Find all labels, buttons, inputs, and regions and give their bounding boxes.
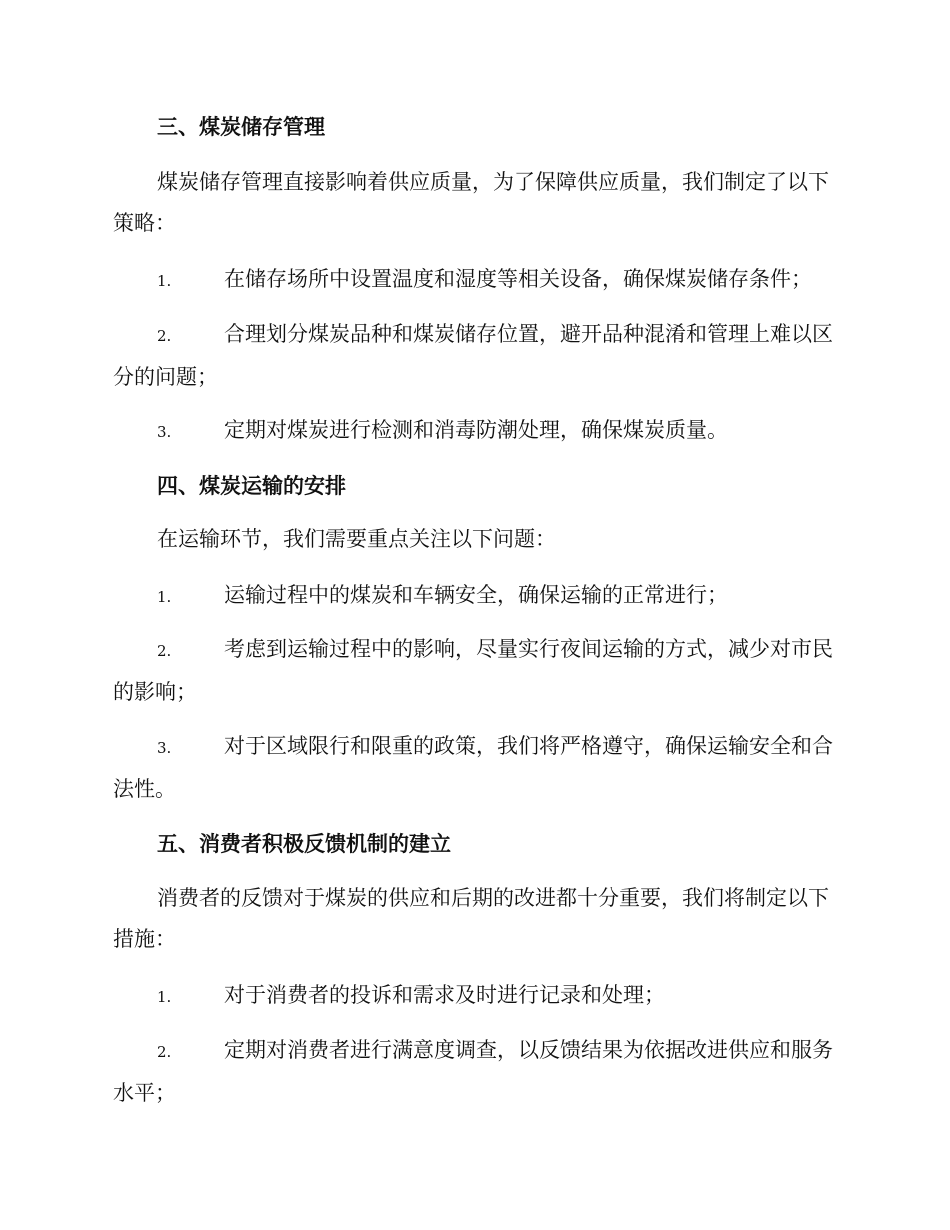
list-item bbox=[113, 314, 835, 398]
section-heading: 五、消费者积极反馈机制的建立 bbox=[157, 832, 451, 856]
list-text: 在储存场所中设置温度和湿度等相关设备，确保煤炭储存条件； bbox=[224, 267, 812, 291]
list-number: 1. bbox=[157, 988, 172, 1006]
section-heading: 四、煤炭运输的安排 bbox=[157, 474, 346, 498]
list-number: 1. bbox=[157, 588, 172, 606]
list-text: 定期对煤炭进行检测和消毒防潮处理，确保煤炭质量。 bbox=[224, 418, 728, 442]
section-intro: 消费者的反馈对于煤炭的供应和后期的改进都十分重要，我们将制定以下措施： bbox=[113, 886, 829, 951]
list-text: 考虑到运输过程中的影响，尽量实行夜间运输的方式，减少对市民的影响； bbox=[113, 637, 833, 704]
list-item bbox=[113, 259, 835, 302]
section-intro: 煤炭储存管理直接影响着供应质量，为了保障供应质量，我们制定了以下策略： bbox=[113, 170, 829, 235]
list-text: 合理划分煤炭品种和煤炭储存位置，避开品种混淆和管理上难以区分的问题； bbox=[113, 322, 833, 389]
list-text: 对于消费者的投诉和需求及时进行记录和处理； bbox=[224, 983, 665, 1007]
list-item bbox=[113, 575, 835, 618]
list-item bbox=[113, 629, 835, 713]
list-number: 2. bbox=[157, 1043, 172, 1061]
list-number: 3. bbox=[157, 423, 172, 441]
section-heading: 三、煤炭储存管理 bbox=[157, 115, 325, 139]
list-text: 运输过程中的煤炭和车辆安全，确保运输的正常进行； bbox=[224, 583, 728, 607]
list-number: 2. bbox=[157, 642, 172, 660]
list-text: 对于区域限行和限重的政策，我们将严格遵守，确保运输安全和合法性。 bbox=[113, 734, 833, 801]
list-number: 3. bbox=[157, 739, 172, 757]
list-item bbox=[113, 1030, 835, 1114]
list-item bbox=[113, 410, 835, 453]
list-text: 定期对消费者进行满意度调查，以反馈结果为依据改进供应和服务水平； bbox=[113, 1038, 833, 1105]
section-intro: 在运输环节，我们需要重点关注以下问题： bbox=[157, 527, 556, 551]
list-item bbox=[113, 726, 835, 810]
list-number: 2. bbox=[157, 327, 172, 345]
list-number: 1. bbox=[157, 272, 172, 290]
list-item bbox=[113, 975, 835, 1018]
